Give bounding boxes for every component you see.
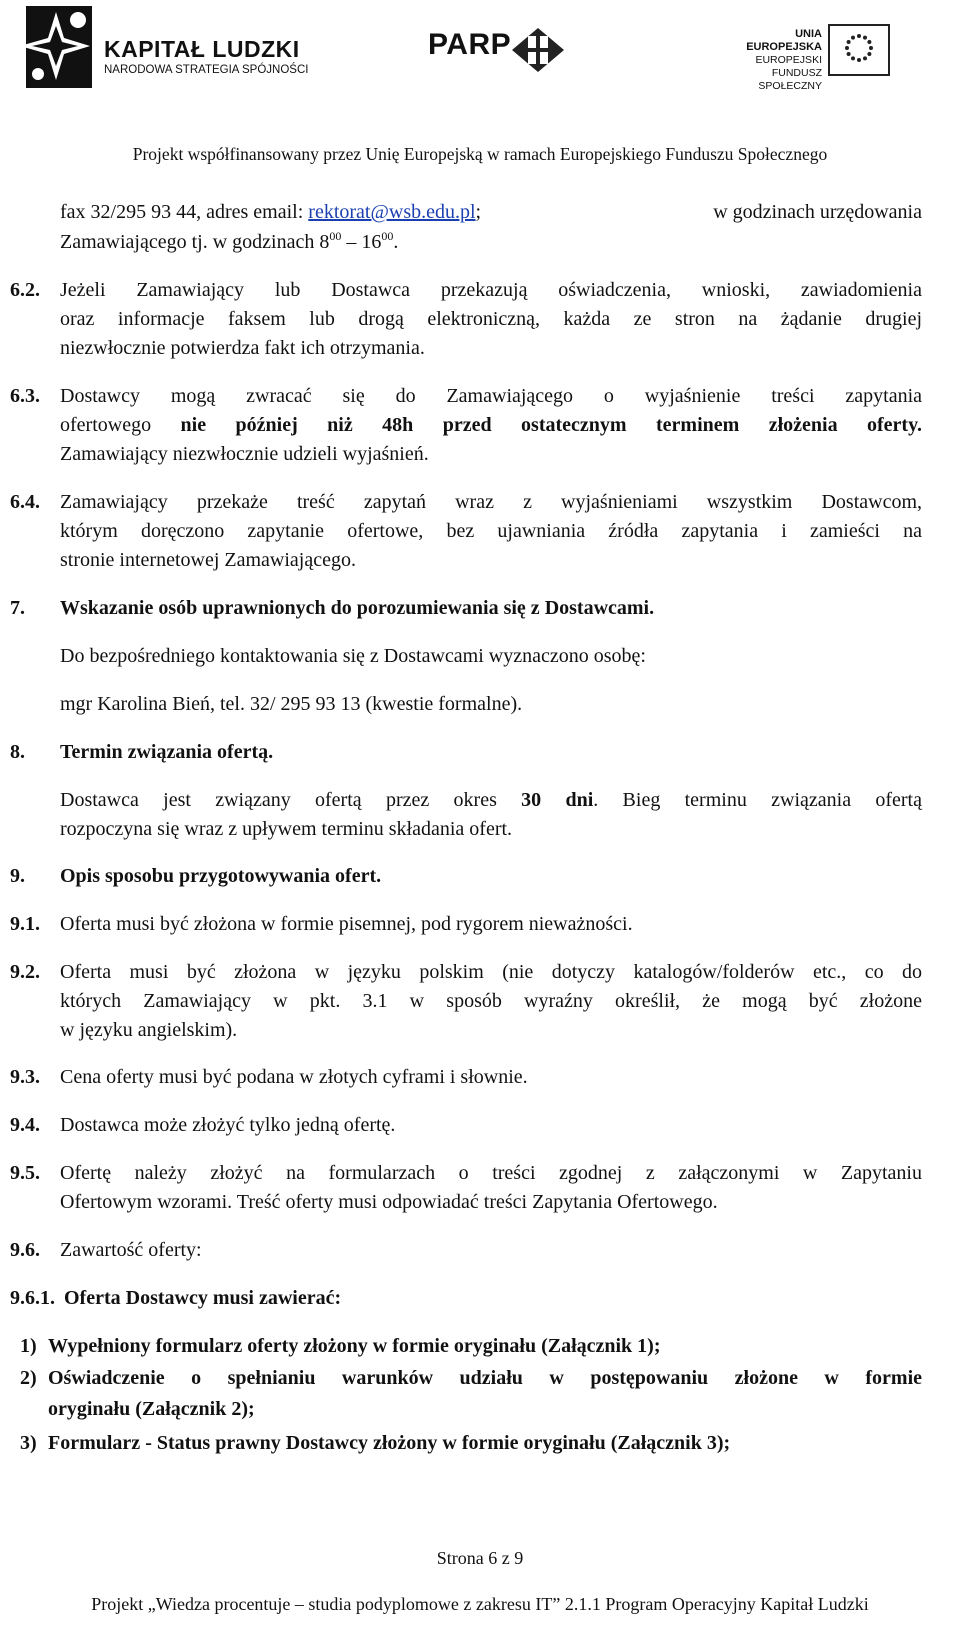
section-8-line-2: rozpoczyna się wraz z upływem terminu składania ofert. xyxy=(60,818,513,840)
item-9-6-1-number: 9.6.1. xyxy=(10,1287,55,1309)
section-6-3-line-1: Dostawcy mogą zwracać się do Zamawiającego o wyjaśnienie treści zapytania xyxy=(60,385,922,407)
eu-text xyxy=(722,28,822,93)
footer-project-line: Projekt „Wiedza procentuje – studia podyplomowe z zakresu IT” 2.1.1 Program Operacyjny Kapitał Ludzki xyxy=(91,1594,869,1614)
section-8-text-pre: Dostawca jest związany ofertą przez okres xyxy=(60,789,522,811)
section-6-4-line-3: stronie internetowej Zamawiającego. xyxy=(60,549,356,571)
item-9-3-number: 9.3. xyxy=(10,1066,40,1088)
item-9-5-line-2: Ofertowym wzorami. Treść oferty musi odpowiadać treści Zapytania Ofertowego. xyxy=(60,1191,718,1213)
parp-wordmark: PARP xyxy=(428,28,512,61)
item-9-4-text: Dostawca może złożyć tylko jedną ofertę. xyxy=(60,1114,396,1136)
intro-fax-text: fax 32/295 93 44, adres email: xyxy=(60,201,309,223)
hours-end-sup: 00 xyxy=(381,229,394,243)
eu-stars-icon xyxy=(830,26,888,74)
item-9-6-1-text: Oferta Dostawcy musi zawierać: xyxy=(64,1287,342,1309)
intro-period: . xyxy=(393,231,399,253)
section-7-paragraph-2: mgr Karolina Bień, tel. 32/ 295 93 13 (kwestie formalne). xyxy=(60,693,523,715)
item-9-3-text: Cena oferty musi być podana w złotych cyframi i słownie. xyxy=(60,1066,528,1088)
list-item-3-text: Formularz - Status prawny Dostawcy złożony w formie oryginału (Załącznik 3); xyxy=(48,1432,731,1454)
section-6-2-line-3: niezwłocznie potwierdza fakt ich otrzymania. xyxy=(60,337,425,359)
item-9-4-number: 9.4. xyxy=(10,1114,40,1136)
intro-line-2 xyxy=(60,228,398,257)
section-7-paragraph-1: Do bezpośredniego kontaktowania się z Dostawcami wyznaczono osobę: xyxy=(60,645,646,667)
eu-line-3: FUNDUSZ SPOŁECZNY xyxy=(758,67,822,92)
list-item-2-line-2: oryginału (Załącznik 2); xyxy=(48,1398,255,1420)
item-9-1-number: 9.1. xyxy=(10,913,40,935)
section-8-title: Termin związania ofertą. xyxy=(60,741,274,763)
section-8-line-1 xyxy=(60,786,922,815)
section-8-text-post: . Bieg terminu związania ofertą xyxy=(593,789,922,811)
kapital-ludzki-logo xyxy=(18,4,328,92)
item-9-5-line-1: Ofertę należy złożyć na formularzach o treści zgodnej z załączonymi w Zapytaniu xyxy=(60,1162,922,1184)
item-9-2-line-1: Oferta musi być złożona w języku polskim (nie dotyczy katalogów/folderów etc., co do xyxy=(60,961,922,983)
eu-logo xyxy=(722,24,922,92)
parp-logo xyxy=(428,28,578,78)
hours-start-sup: 00 xyxy=(329,229,342,243)
list-item-1-text: Wypełniony formularz oferty złożony w formie oryginału (Załącznik 1); xyxy=(48,1335,661,1357)
section-8-days: 30 dni xyxy=(521,789,594,811)
section-9-number: 9. xyxy=(10,865,25,887)
section-6-3-line-2 xyxy=(60,411,922,440)
item-9-6-number: 9.6. xyxy=(10,1239,40,1261)
eu-line-2: EUROPEJSKI xyxy=(755,54,822,66)
list-item-3-number: 3) xyxy=(20,1432,37,1454)
section-6-4-number: 6.4. xyxy=(10,491,40,513)
item-9-2-line-2: których Zamawiający w pkt. 3.1 w sposób wyraźny określił, że mogą być złożone xyxy=(60,990,922,1012)
item-9-2-line-3: w języku angielskim). xyxy=(60,1019,238,1041)
section-6-2-number: 6.2. xyxy=(10,279,40,301)
intro-line-1 xyxy=(60,198,481,227)
section-6-4-line-2: którym doręczono zapytanie ofertowe, bez ujawniania źródła zapytania i zamieści na xyxy=(60,520,922,542)
intro-hours-text: Zamawiającego tj. w godzinach 8 xyxy=(60,231,330,253)
page-header xyxy=(0,0,960,164)
intro-hours-mid: – 16 xyxy=(341,231,382,253)
kapital-ludzki-subtitle: NARODOWA STRATEGIA SPÓJNOŚCI xyxy=(104,64,309,76)
section-7-number: 7. xyxy=(10,597,25,619)
intro-line-1-right: w godzinach urzędowania xyxy=(713,201,922,223)
eu-flag-icon xyxy=(828,24,890,76)
eu-line-1: UNIA EUROPEJSKA xyxy=(746,28,822,53)
parp-diamond-icon xyxy=(512,28,564,72)
list-item-1-number: 1) xyxy=(20,1335,37,1357)
section-6-2-line-1: Jeżeli Zamawiający lub Dostawca przekazują oświadczenia, wnioski, zawiadomienia xyxy=(60,279,922,301)
section-6-4-line-1: Zamawiający przekaże treść zapytań wraz z wyjaśnieniami wszystkim Dostawcom, xyxy=(60,491,922,513)
item-9-6-text: Zawartość oferty: xyxy=(60,1239,202,1261)
section-6-2-line-2: oraz informacje faksem lub drogą elektroniczną, każda ze stron na żądanie drugiej xyxy=(60,308,922,330)
list-item-2-number: 2) xyxy=(20,1367,37,1389)
section-6-3-line-3: Zamawiający niezwłocznie udzieli wyjaśnień. xyxy=(60,443,429,465)
list-item-2-line-1: Oświadczenie o spełnianiu warunków udziału w postępowaniu złożone w formie xyxy=(48,1367,922,1389)
item-9-5-number: 9.5. xyxy=(10,1162,40,1184)
email-link[interactable]: rektorat@wsb.edu.pl xyxy=(308,201,476,223)
section-9-title: Opis sposobu przygotowywania ofert. xyxy=(60,865,382,887)
intro-semicolon: ; xyxy=(475,201,482,223)
item-9-1-text: Oferta musi być złożona w formie pisemnej, pod rygorem nieważności. xyxy=(60,913,633,935)
kapital-ludzki-title: KAPITAŁ LUDZKI xyxy=(104,36,300,62)
item-9-2-number: 9.2. xyxy=(10,961,40,983)
page-number: Strona 6 z 9 xyxy=(436,1548,524,1568)
section-6-3-number: 6.3. xyxy=(10,385,40,407)
section-6-3-deadline: nie później niż 48h przed ostatecznym terminem złożenia oferty. xyxy=(180,414,922,436)
section-8-number: 8. xyxy=(10,741,25,763)
cofinancing-note: Projekt współfinansowany przez Unię Europejską w ramach Europejskiego Funduszu Społecznego xyxy=(132,144,828,164)
section-6-3-text: ofertowego xyxy=(60,414,181,436)
section-7-title: Wskazanie osób uprawnionych do porozumiewania się z Dostawcami. xyxy=(60,597,655,619)
kapital-ludzki-emblem-icon xyxy=(18,4,96,90)
